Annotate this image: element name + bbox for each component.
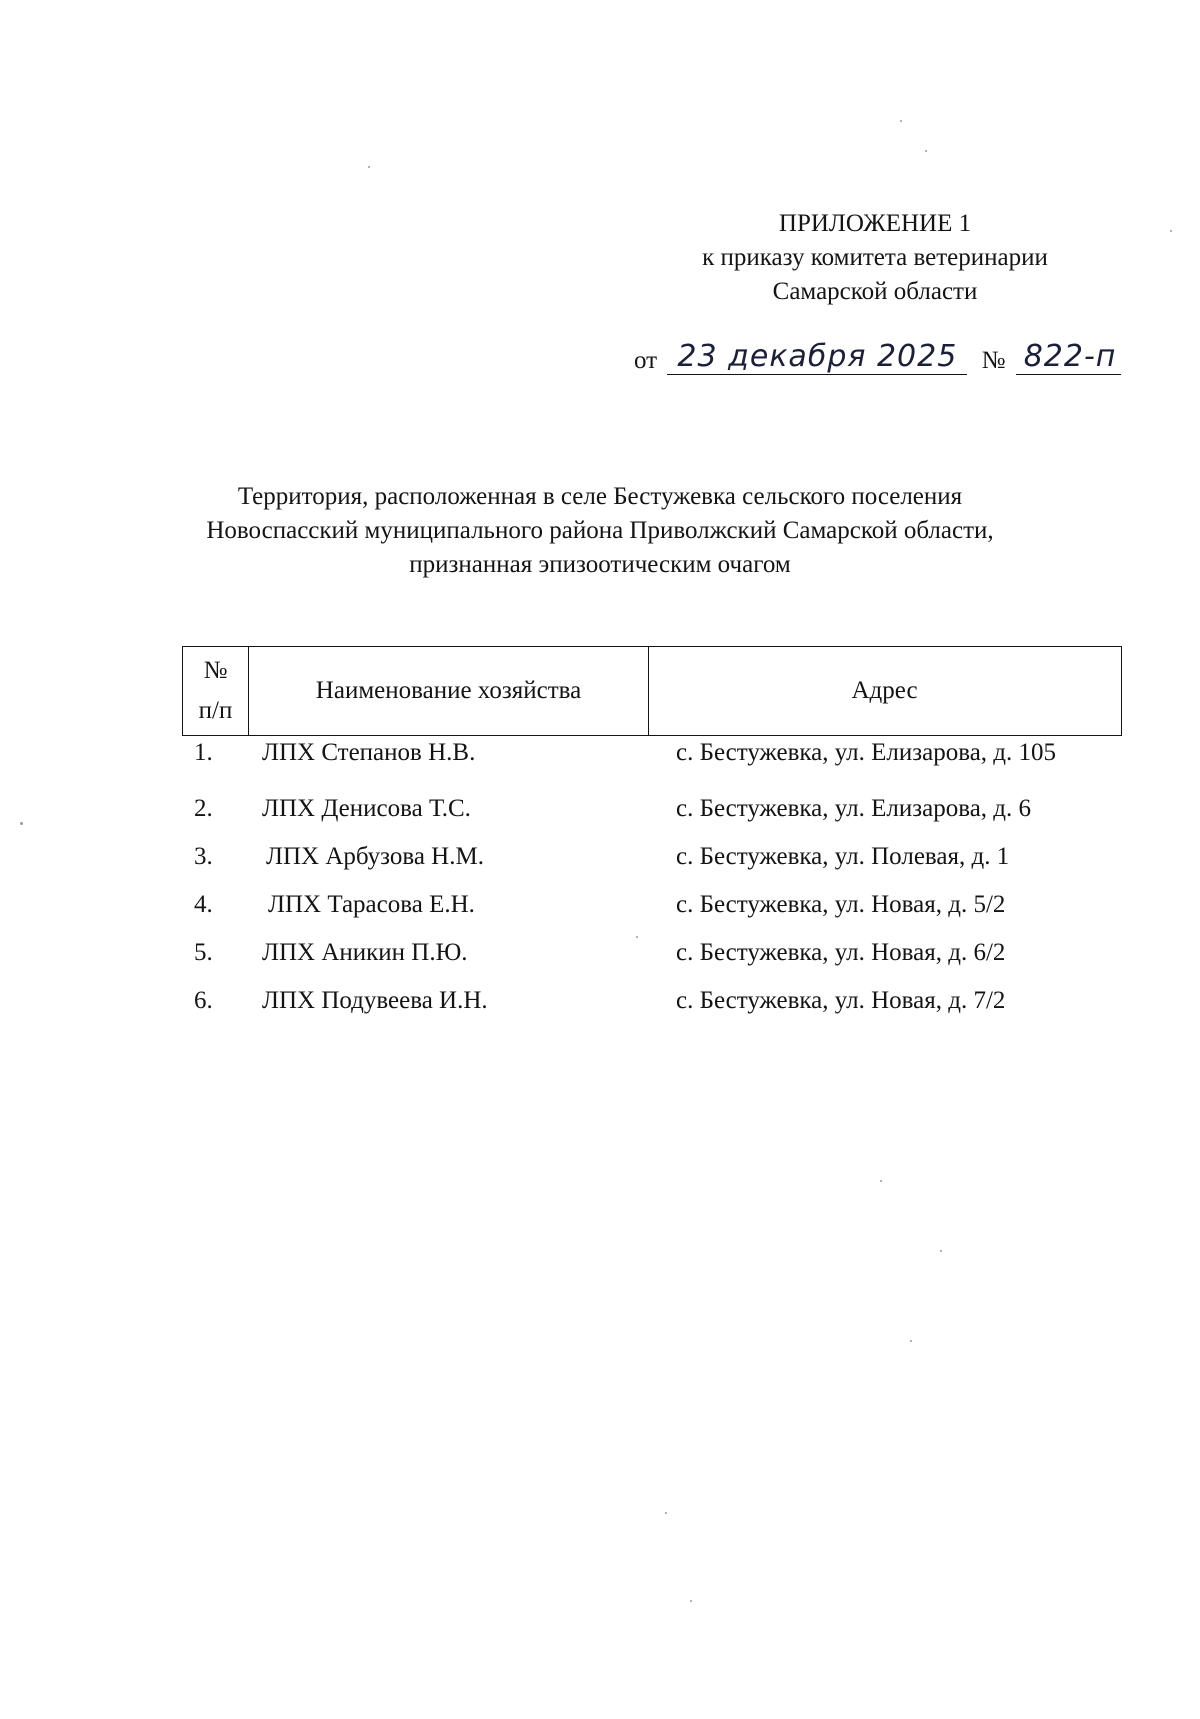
scan-speck (636, 936, 638, 938)
row-address: с. Бестужевка, ул. Елизарова, д. 105 (676, 739, 1057, 766)
header-number (183, 647, 249, 735)
annex-authority: Самарской области (772, 278, 978, 305)
scan-speck (20, 822, 23, 825)
number-sign: № (981, 347, 1006, 374)
farms-table (182, 646, 1122, 1030)
row-farm-name: ЛПХ Подувеева И.Н. (262, 987, 488, 1014)
scan-speck (665, 1512, 667, 1514)
row-address: с. Бестужевка, ул. Новая, д. 5/2 (676, 891, 1006, 918)
document-title (150, 480, 1050, 582)
row-farm-name: ЛПХ Арбузова Н.М. (266, 843, 484, 870)
row-farm-name: ЛПХ Тарасова Е.Н. (268, 891, 475, 918)
annex-header (640, 207, 1110, 309)
table-header (182, 646, 1122, 736)
scan-speck (1170, 230, 1172, 232)
title-line: Территория, расположенная в селе Бестужевка сельского поселения (237, 483, 963, 510)
table-row (182, 936, 1122, 984)
table-row (182, 840, 1122, 888)
scan-speck (910, 1340, 912, 1342)
header-number-abbr: п/п (198, 697, 233, 724)
header-address: Адрес (851, 677, 918, 704)
annex-title: ПРИЛОЖЕНИЕ 1 (778, 210, 972, 237)
scan-speck (900, 120, 902, 122)
table-row (182, 736, 1122, 790)
scan-speck (940, 1250, 942, 1252)
date-prefix: от (634, 347, 658, 374)
title-line: Новоспасский муниципального района Приволжский Самарской области, (206, 517, 994, 544)
row-number: 2. (194, 795, 213, 822)
row-address: с. Бестужевка, ул. Новая, д. 7/2 (676, 987, 1006, 1014)
scan-speck (880, 1180, 882, 1182)
row-number: 4. (194, 891, 213, 918)
row-farm-name: ЛПХ Аникин П.Ю. (262, 939, 468, 966)
annex-order-reference: к приказу комитета ветеринарии (702, 244, 1048, 271)
table-row (182, 984, 1122, 1032)
header-number-sign: № (203, 657, 228, 684)
table-row (182, 888, 1122, 936)
row-number: 3. (194, 843, 213, 870)
scan-speck (925, 150, 927, 152)
row-farm-name: ЛПХ Степанов Н.В. (262, 739, 476, 766)
header-farm-name: Наименование хозяйства (249, 647, 649, 735)
table-body (182, 736, 1122, 1030)
row-number: 6. (194, 987, 213, 1014)
row-address: с. Бестужевка, ул. Елизарова, д. 6 (676, 795, 1032, 822)
scan-speck (690, 1600, 692, 1602)
row-farm-name: ЛПХ Денисова Т.С. (262, 795, 471, 822)
row-address: с. Бестужевка, ул. Полевая, д. 1 (676, 843, 1010, 870)
table-row (182, 792, 1122, 840)
order-date-number (634, 340, 1121, 380)
row-number: 5. (194, 939, 213, 966)
handwritten-date: 23 декабря 2025 (667, 340, 967, 375)
title-line: признанная эпизоотическим очагом (409, 551, 791, 578)
scan-speck (368, 166, 370, 168)
row-number: 1. (194, 739, 213, 766)
handwritten-order-number: 822-п (1016, 340, 1121, 375)
row-address: с. Бестужевка, ул. Новая, д. 6/2 (676, 939, 1006, 966)
